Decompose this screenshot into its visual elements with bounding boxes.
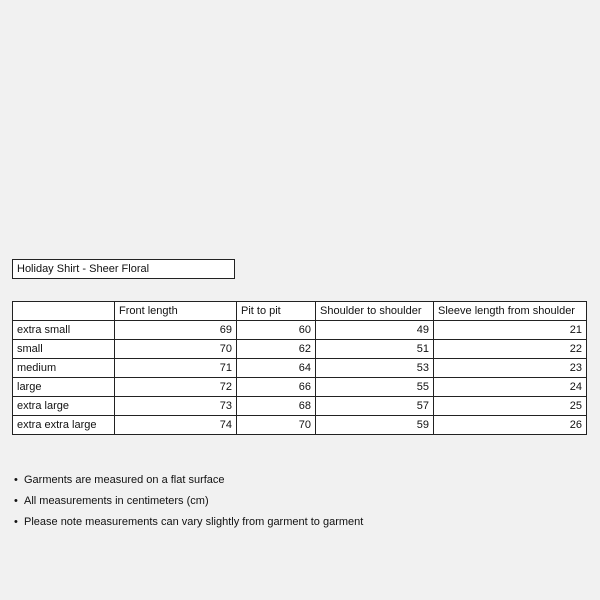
size-label: medium (13, 359, 115, 378)
note-text: Please note measurements can vary slightly from garment to garment (24, 516, 364, 528)
note-item (14, 514, 363, 535)
shoulder-value: 59 (316, 416, 434, 435)
front-length-value: 70 (115, 340, 237, 359)
pit-to-pit-value: 60 (237, 321, 316, 340)
front-length-value: 71 (115, 359, 237, 378)
size-label: extra small (13, 321, 115, 340)
size-label: extra extra large (13, 416, 115, 435)
table-row (13, 359, 587, 378)
product-title: Holiday Shirt - Sheer Floral (12, 259, 235, 279)
size-label: extra large (13, 397, 115, 416)
sleeve-length-value: 23 (434, 359, 587, 378)
size-label: large (13, 378, 115, 397)
front-length-value: 74 (115, 416, 237, 435)
header-cell-sleeve-length: Sleeve length from shoulder (434, 302, 587, 321)
table-row (13, 321, 587, 340)
pit-to-pit-value: 70 (237, 416, 316, 435)
pit-to-pit-value: 68 (237, 397, 316, 416)
sleeve-length-value: 21 (434, 321, 587, 340)
sleeve-length-value: 26 (434, 416, 587, 435)
size-label: small (13, 340, 115, 359)
sleeve-length-value: 24 (434, 378, 587, 397)
note-item (14, 472, 363, 493)
size-chart-table (12, 301, 587, 435)
front-length-value: 73 (115, 397, 237, 416)
table-header-row (13, 302, 587, 321)
table-row (13, 340, 587, 359)
shoulder-value: 49 (316, 321, 434, 340)
sleeve-length-value: 22 (434, 340, 587, 359)
measurement-notes (14, 472, 363, 535)
bullet-icon: • (14, 495, 18, 507)
pit-to-pit-value: 64 (237, 359, 316, 378)
header-cell-front-length: Front length (115, 302, 237, 321)
note-text: Garments are measured on a flat surface (24, 474, 225, 486)
header-cell-shoulder-to-shoulder: Shoulder to shoulder (316, 302, 434, 321)
bullet-icon: • (14, 516, 18, 528)
header-cell-size (13, 302, 115, 321)
shoulder-value: 55 (316, 378, 434, 397)
bullet-icon: • (14, 474, 18, 486)
shoulder-value: 53 (316, 359, 434, 378)
header-cell-pit-to-pit: Pit to pit (237, 302, 316, 321)
pit-to-pit-value: 66 (237, 378, 316, 397)
note-text: All measurements in centimeters (cm) (24, 495, 209, 507)
table-row (13, 378, 587, 397)
front-length-value: 69 (115, 321, 237, 340)
sleeve-length-value: 25 (434, 397, 587, 416)
table-row (13, 416, 587, 435)
pit-to-pit-value: 62 (237, 340, 316, 359)
shoulder-value: 51 (316, 340, 434, 359)
front-length-value: 72 (115, 378, 237, 397)
shoulder-value: 57 (316, 397, 434, 416)
table-row (13, 397, 587, 416)
note-item (14, 493, 363, 514)
